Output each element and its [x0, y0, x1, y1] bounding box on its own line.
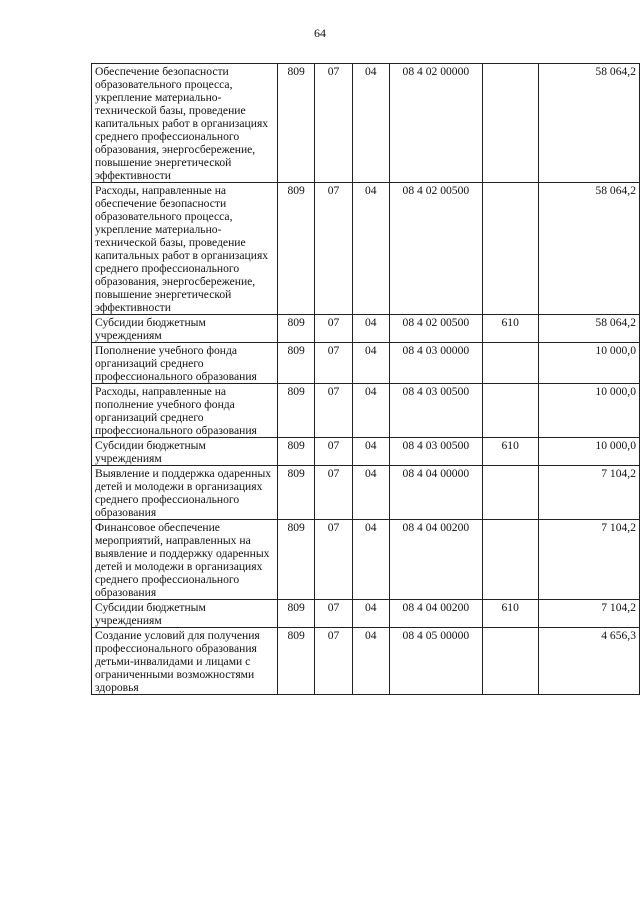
item-name-cell: Создание условий для получения профессионального образования детьми-инвалидами и лицами с ограниченными возможностями здоровья — [92, 628, 278, 695]
item-name-cell: Расходы, направленные на пополнение учебного фонда организаций среднего профессионального образования — [92, 384, 278, 438]
amount-cell: 10 000,0 — [538, 343, 639, 384]
amount-cell: 7 104,2 — [538, 520, 639, 600]
section-code-cell: 07 — [315, 315, 352, 343]
item-name-cell: Расходы, направленные на обеспечение безопасности образовательного процесса, укрепление материально-технической базы, проведение капитальных работ в организациях среднего профессионального образования, энергосбережение, повышение энергетической эффективности — [92, 183, 278, 315]
target-article-cell: 08 4 02 00500 — [389, 183, 482, 315]
table-row — [92, 183, 640, 315]
subsection-code-cell: 04 — [352, 343, 389, 384]
ministry-code-cell: 809 — [277, 438, 314, 466]
subsection-code-cell: 04 — [352, 600, 389, 628]
target-article-cell: 08 4 03 00500 — [389, 384, 482, 438]
ministry-code-cell: 809 — [277, 183, 314, 315]
expense-type-cell — [482, 343, 538, 384]
item-name-cell: Обеспечение безопасности образовательного процесса, укрепление материально-технической базы, проведение капитальных работ в организациях среднего профессионального образования, энергосбережение, повышение энергетической эффективности — [92, 64, 278, 183]
ministry-code-cell: 809 — [277, 315, 314, 343]
section-code-cell: 07 — [315, 183, 352, 315]
subsection-code-cell: 04 — [352, 384, 389, 438]
target-article-cell: 08 4 02 00000 — [389, 64, 482, 183]
subsection-code-cell: 04 — [352, 438, 389, 466]
amount-cell: 4 656,3 — [538, 628, 639, 695]
item-name-cell: Финансовое обеспечение мероприятий, направленных на выявление и поддержку одаренных детей и молодежи в организациях среднего профессионального образования — [92, 520, 278, 600]
item-name-cell: Выявление и поддержка одаренных детей и молодежи в организациях среднего профессионального образования — [92, 466, 278, 520]
subsection-code-cell: 04 — [352, 520, 389, 600]
target-article-cell: 08 4 03 00500 — [389, 438, 482, 466]
target-article-cell: 08 4 02 00500 — [389, 315, 482, 343]
item-name-cell: Пополнение учебного фонда организаций среднего профессионального образования — [92, 343, 278, 384]
amount-cell: 58 064,2 — [538, 64, 639, 183]
amount-cell: 58 064,2 — [538, 183, 639, 315]
section-code-cell: 07 — [315, 520, 352, 600]
target-article-cell: 08 4 05 00000 — [389, 628, 482, 695]
subsection-code-cell: 04 — [352, 183, 389, 315]
table-row — [92, 600, 640, 628]
subsection-code-cell: 04 — [352, 628, 389, 695]
table-row — [92, 64, 640, 183]
target-article-cell: 08 4 04 00200 — [389, 520, 482, 600]
subsection-code-cell: 04 — [352, 466, 389, 520]
table-row — [92, 343, 640, 384]
section-code-cell: 07 — [315, 384, 352, 438]
budget-table — [91, 63, 640, 695]
expense-type-cell: 610 — [482, 600, 538, 628]
section-code-cell: 07 — [315, 438, 352, 466]
expense-type-cell: 610 — [482, 438, 538, 466]
expense-type-cell — [482, 384, 538, 438]
section-code-cell: 07 — [315, 466, 352, 520]
expense-type-cell: 610 — [482, 315, 538, 343]
expense-type-cell — [482, 628, 538, 695]
page-number: 64 — [314, 26, 326, 40]
ministry-code-cell: 809 — [277, 384, 314, 438]
expense-type-cell — [482, 183, 538, 315]
ministry-code-cell: 809 — [277, 466, 314, 520]
subsection-code-cell: 04 — [352, 64, 389, 183]
table-row — [92, 384, 640, 438]
target-article-cell: 08 4 04 00200 — [389, 600, 482, 628]
item-name-cell: Субсидии бюджетным учреждениям — [92, 600, 278, 628]
section-code-cell: 07 — [315, 628, 352, 695]
target-article-cell: 08 4 03 00000 — [389, 343, 482, 384]
ministry-code-cell: 809 — [277, 343, 314, 384]
section-code-cell: 07 — [315, 343, 352, 384]
ministry-code-cell: 809 — [277, 600, 314, 628]
ministry-code-cell: 809 — [277, 628, 314, 695]
item-name-cell: Субсидии бюджетным учреждениям — [92, 438, 278, 466]
amount-cell: 7 104,2 — [538, 466, 639, 520]
section-code-cell: 07 — [315, 64, 352, 183]
expense-type-cell — [482, 520, 538, 600]
ministry-code-cell: 809 — [277, 520, 314, 600]
amount-cell: 10 000,0 — [538, 438, 639, 466]
target-article-cell: 08 4 04 00000 — [389, 466, 482, 520]
expense-type-cell — [482, 64, 538, 183]
amount-cell: 7 104,2 — [538, 600, 639, 628]
table-row — [92, 520, 640, 600]
expense-type-cell — [482, 466, 538, 520]
amount-cell: 10 000,0 — [538, 384, 639, 438]
table-row — [92, 315, 640, 343]
ministry-code-cell: 809 — [277, 64, 314, 183]
table-row — [92, 438, 640, 466]
item-name-cell: Субсидии бюджетным учреждениям — [92, 315, 278, 343]
table-row — [92, 466, 640, 520]
section-code-cell: 07 — [315, 600, 352, 628]
amount-cell: 58 064,2 — [538, 315, 639, 343]
table-row — [92, 628, 640, 695]
subsection-code-cell: 04 — [352, 315, 389, 343]
